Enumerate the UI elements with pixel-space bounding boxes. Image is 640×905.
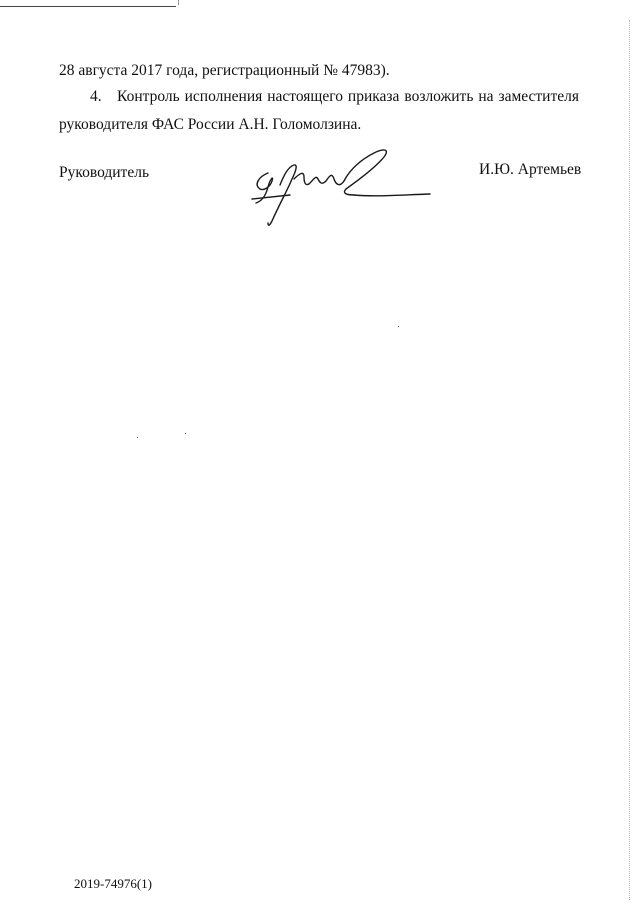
scan-edge-line	[629, 20, 630, 900]
scan-speck	[137, 437, 138, 438]
body-text-line: Контроль исполнения настоящего приказа возложить на заместителя	[117, 88, 579, 105]
page-edge-tick	[178, 0, 179, 5]
numbered-paragraph	[90, 88, 579, 106]
page-edge-rule	[0, 6, 176, 7]
signer-title: Руководитель	[59, 164, 150, 181]
scan-speck	[185, 433, 186, 434]
scan-speck	[398, 326, 399, 327]
body-text-line: руководителя ФАС России А.Н. Голомолзина.	[59, 116, 362, 133]
handwritten-signature	[250, 145, 440, 235]
document-registration-number: 2019-74976(1)	[74, 876, 152, 891]
item-number: 4.	[90, 88, 102, 105]
signer-name: И.Ю. Артемьев	[479, 161, 582, 178]
body-text-line: 28 августа 2017 года, регистрационный № 47983).	[59, 62, 390, 79]
